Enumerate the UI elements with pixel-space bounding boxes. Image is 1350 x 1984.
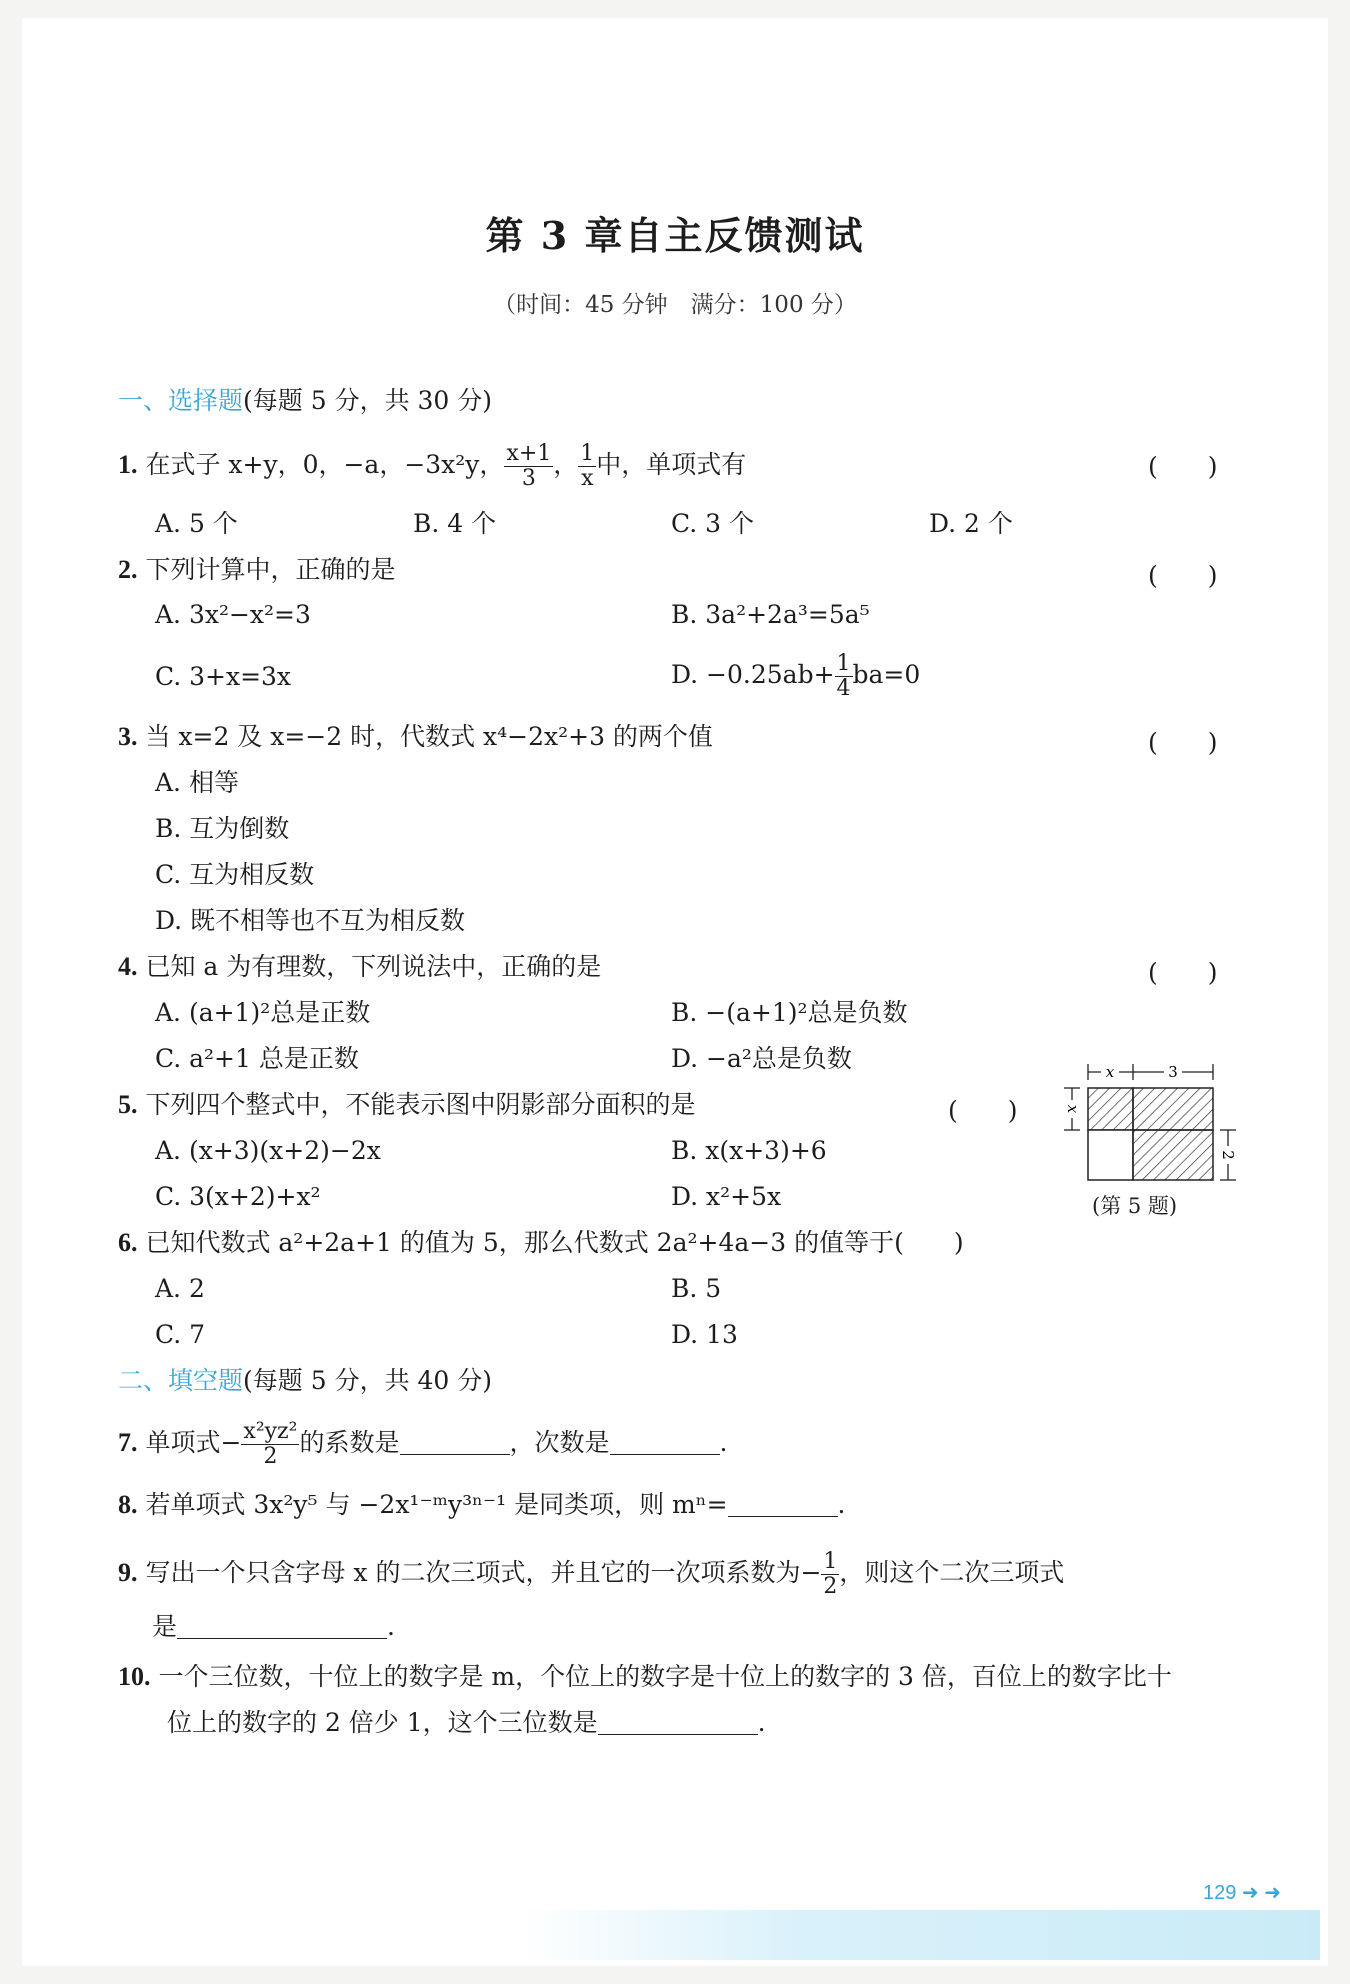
label-x-top: x	[1105, 1063, 1115, 1081]
question-3	[118, 720, 713, 754]
option-b: B. −(a+1)²总是负数	[671, 998, 908, 1027]
label-x-left: x	[1064, 1104, 1082, 1114]
answer-paren: ( )	[1148, 728, 1218, 757]
answer-paren: ( )	[1148, 561, 1218, 590]
question-stem: 已知代数式 a²+2a+1 的值为 5，那么代数式 2a²+4a−3 的值等于( )	[145, 1228, 964, 1257]
question-stem: 当 x=2 及 x=−2 时，代数式 x⁴−2x²+3 的两个值	[145, 722, 713, 751]
question-7: 7. 单项式− $\frac{\text{x²yz²}}{2}$ 的系数是 ，次数是 .	[118, 1419, 728, 1469]
option-a: A. 相等	[155, 768, 239, 797]
option-a: A. 2	[155, 1274, 205, 1303]
fraction: $\frac{x+1}{3}$	[506, 441, 552, 491]
label-3: 3	[1168, 1063, 1178, 1081]
section-note: (每题 5 分，共 40 分)	[243, 1366, 493, 1395]
question-number: 1.	[118, 450, 138, 479]
answer-blank[interactable]	[598, 1708, 758, 1735]
section-note: (每题 5 分，共 30 分)	[243, 386, 493, 415]
answer-blank[interactable]	[610, 1428, 720, 1455]
option-a: A. (a+1)²总是正数	[155, 998, 371, 1027]
answer-blank[interactable]	[177, 1612, 387, 1639]
page-title: 第 3 章自主反馈测试	[485, 213, 865, 258]
question-10-line-2: 位上的数字的 2 倍少 1，这个三位数是 .	[167, 1708, 766, 1737]
question-number: 6.	[118, 1228, 138, 1257]
fraction: $\frac{1}{x}$	[580, 441, 595, 491]
page-number: 129 ➜ ➜	[1203, 1882, 1281, 1904]
question-number: 5.	[118, 1090, 138, 1119]
option-b: B. 3a²+2a³=5a⁵	[671, 600, 870, 629]
answer-paren: ( )	[1148, 958, 1218, 987]
answer-paren: ( )	[1148, 452, 1218, 481]
option-d: D. 13	[671, 1320, 738, 1349]
question-9-line-2: 是 .	[152, 1612, 395, 1641]
section-heading-choice	[118, 384, 492, 418]
option-b: B. x(x+3)+6	[671, 1136, 827, 1165]
question-number: 3.	[118, 722, 138, 751]
option-c: C. 3 个	[671, 509, 754, 538]
option-a: A. 3x²−x²=3	[155, 600, 311, 629]
option-c: C. 3+x=3x	[155, 662, 292, 691]
question-6	[118, 1226, 964, 1260]
question-10: 10. 一个三位数，十位上的数字是 m，个位上的数字是十位上的数字的 3 倍，百位上的数字比十	[118, 1662, 1172, 1691]
question-8: 8. 若单项式 3x²y⁵ 与 −2x¹⁻ᵐy³ⁿ⁻¹ 是同类项，则 mⁿ= .	[118, 1490, 846, 1519]
section-label: 二、填空题	[118, 1366, 244, 1395]
option-b: B. 4 个	[413, 509, 497, 538]
question-number: 2.	[118, 555, 138, 584]
label-2: 2	[1219, 1150, 1237, 1160]
option-d: D. −a²总是负数	[671, 1044, 852, 1073]
option-b: B. 互为倒数	[155, 814, 290, 843]
option-a: A. 5 个	[155, 509, 238, 538]
option-c: C. 互为相反数	[155, 860, 315, 889]
option-c: C. a²+1 总是正数	[155, 1044, 359, 1073]
question-2	[118, 553, 395, 587]
option-d: D. −0.25ab+ $\frac{1}{4}$ ba=0	[671, 651, 921, 701]
question-stem: 下列四个整式中，不能表示图中阴影部分面积的是	[145, 1090, 696, 1119]
fraction: $\frac{\text{x²yz²}}{2}$	[243, 1419, 298, 1469]
question-stem-tail: 中，单项式有	[596, 450, 747, 479]
question-number: 10.	[118, 1662, 151, 1691]
question-stem: 在式子 x+y，0，−a，−3x²y，	[145, 450, 505, 479]
question-number: 9.	[118, 1558, 138, 1587]
question-9: 9. 写出一个只含字母 x 的二次三项式，并且它的一次项系数为− $\frac{1}{2}$ ，则这个二次三项式	[118, 1549, 1065, 1599]
option-b: B. 5	[671, 1274, 722, 1303]
answer-blank[interactable]	[728, 1490, 838, 1517]
answer-blank[interactable]	[400, 1428, 510, 1455]
option-d: D. 既不相等也不互为相反数	[155, 906, 466, 935]
question-1: 1. 在式子 x+y，0，−a，−3x²y， $\frac{x+1}{3}$ ， $\frac{1}{x}$ 中，单项式有	[118, 441, 747, 491]
question-stem: 已知 a 为有理数，下列说法中，正确的是	[145, 952, 602, 981]
answer-paren: ( )	[948, 1096, 1018, 1125]
question-number: 8.	[118, 1490, 138, 1519]
footer-band	[520, 1910, 1320, 1960]
question-number: 7.	[118, 1428, 138, 1457]
option-d: D. 2 个	[929, 509, 1013, 538]
option-c: C. 7	[155, 1320, 206, 1349]
question-4	[118, 950, 601, 984]
option-d: D. x²+5x	[671, 1182, 782, 1211]
fraction: $\frac{1}{4}$	[836, 651, 851, 701]
question-stem: 下列计算中，正确的是	[145, 555, 396, 584]
figure-caption: (第 5 题)	[1092, 1194, 1178, 1218]
section-label: 一、选择题	[118, 386, 244, 415]
question-number: 4.	[118, 952, 138, 981]
page-subtitle: （时间：45 分钟 满分：100 分）	[493, 292, 857, 318]
question-5	[118, 1088, 695, 1122]
section-heading-fill	[118, 1364, 492, 1398]
option-a: A. (x+3)(x+2)−2x	[155, 1136, 381, 1165]
option-c: C. 3(x+2)+x²	[155, 1182, 321, 1211]
fraction: $\frac{1}{2}$	[823, 1549, 838, 1599]
